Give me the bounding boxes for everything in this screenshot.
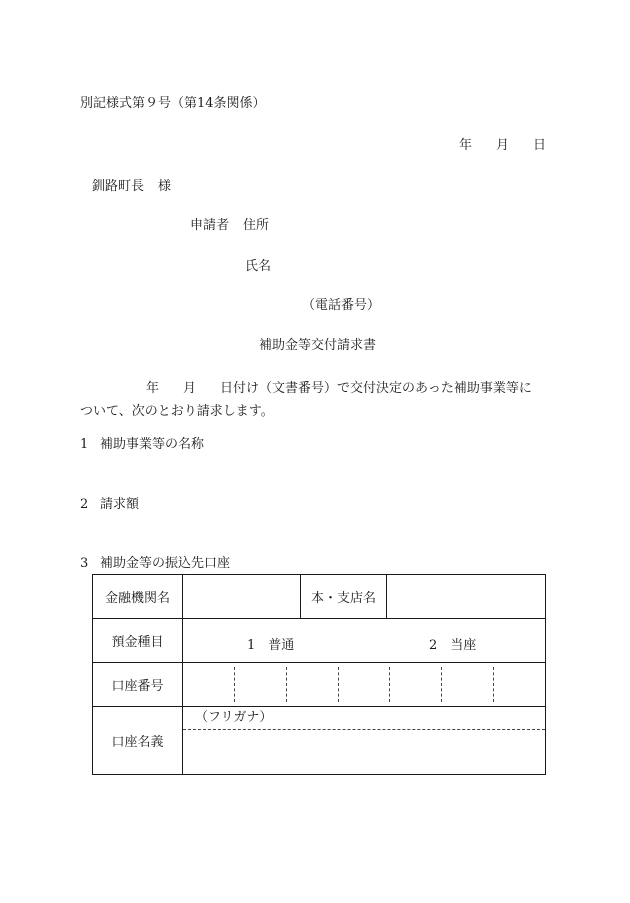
digit-box[interactable] bbox=[494, 667, 545, 702]
item-number: 3 bbox=[80, 556, 89, 571]
body-paragraph bbox=[80, 377, 550, 423]
body-rest-1: 日付け（文書番号）で交付決定のあった補助事業等に bbox=[220, 381, 532, 396]
account-number-field[interactable] bbox=[183, 663, 546, 707]
account-number-label: 口座番号 bbox=[93, 663, 183, 707]
body-year: 年 bbox=[146, 381, 160, 396]
branch-field[interactable] bbox=[387, 575, 546, 619]
deposit-type-ordinary[interactable]: 1 普通 bbox=[247, 638, 295, 653]
digit-box[interactable] bbox=[183, 667, 235, 702]
addressee-name: 釧路町長 bbox=[92, 179, 145, 194]
digit-box[interactable] bbox=[287, 667, 339, 702]
account-holder-label: 口座名義 bbox=[93, 707, 183, 775]
item-label: 請求額 bbox=[100, 497, 140, 512]
addressee bbox=[92, 180, 171, 193]
name-label: 氏名 bbox=[245, 259, 272, 274]
item-transfer-account bbox=[80, 557, 230, 570]
bank-row bbox=[93, 575, 546, 619]
digit-box[interactable] bbox=[235, 667, 287, 702]
bank-name-field[interactable] bbox=[183, 575, 301, 619]
account-number-row bbox=[93, 663, 546, 707]
date-day: 日 bbox=[533, 138, 547, 153]
deposit-type-current[interactable]: 2 当座 bbox=[429, 638, 477, 653]
applicant-label: 申請者 bbox=[190, 218, 230, 233]
digit-box[interactable] bbox=[339, 667, 391, 702]
item-project-name bbox=[80, 438, 204, 451]
digit-box[interactable] bbox=[390, 667, 442, 702]
document-title: 補助金等交付請求書 bbox=[259, 338, 377, 353]
item-label: 補助事業等の名称 bbox=[100, 437, 205, 452]
date-month: 月 bbox=[496, 138, 510, 153]
phone-label: （電話番号） bbox=[302, 298, 381, 313]
item-request-amount bbox=[80, 498, 139, 511]
applicant-address-line bbox=[190, 219, 269, 232]
account-holder-field[interactable] bbox=[183, 707, 546, 775]
deposit-type-field[interactable] bbox=[183, 619, 546, 663]
item-number: 1 bbox=[80, 437, 89, 452]
branch-label: 本・支店名 bbox=[301, 575, 387, 619]
bank-name-label: 金融機関名 bbox=[93, 575, 183, 619]
account-holder-row bbox=[93, 707, 546, 775]
date-line bbox=[459, 139, 546, 152]
deposit-type-label: 預金種目 bbox=[93, 619, 183, 663]
digit-box[interactable] bbox=[442, 667, 494, 702]
address-label: 住所 bbox=[243, 218, 270, 233]
furigana-label: （フリガナ） bbox=[183, 707, 545, 730]
item-number: 2 bbox=[80, 497, 89, 512]
body-month: 月 bbox=[183, 381, 197, 396]
form-id: 別記様式第９号（第14条関係） bbox=[80, 96, 266, 111]
account-table bbox=[92, 574, 546, 775]
item-label: 補助金等の振込先口座 bbox=[100, 556, 231, 571]
deposit-type-row bbox=[93, 619, 546, 663]
date-year: 年 bbox=[459, 138, 473, 153]
body-rest-2: ついて、次のとおり請求します。 bbox=[80, 404, 274, 419]
addressee-honorific: 様 bbox=[158, 179, 172, 194]
